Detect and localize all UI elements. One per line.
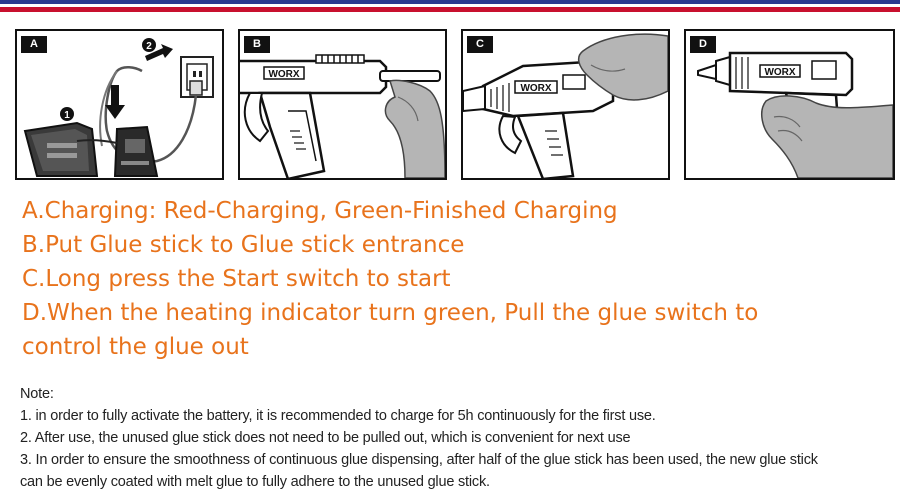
start-switch-illustration (463, 31, 668, 178)
top-color-stripe (0, 0, 900, 14)
notes-title: Note: (20, 386, 54, 402)
note-item-3: 3. In order to ensure the smoothness of continuous glue dispensing, after half of the glue stick has been used, the new glue stick can be evenly coated with melt glue to fully adhere to the unused glue stick. (20, 452, 818, 490)
instruction-panels (15, 29, 895, 184)
step-b-text: B.Put Glue stick to Glue stick entrance (22, 232, 465, 258)
notes-section (20, 383, 890, 493)
worx-logo-b: WORX (268, 69, 300, 80)
panel-badge-a: A (21, 36, 47, 53)
panel-c-start-switch (461, 29, 670, 180)
worx-logo-c: WORX (520, 83, 552, 94)
step-a-text: A.Charging: Red-Charging, Green-Finished Charging (22, 198, 618, 224)
step-number-1-text: 1 (64, 110, 70, 121)
glue-out-illustration (686, 31, 893, 178)
step-c-text: C.Long press the Start switch to start (22, 266, 451, 292)
panel-badge-b: B (244, 36, 270, 53)
step-d-text: D.When the heating indicator turn green, Pull the glue switch to control the glue out (22, 300, 759, 360)
insert-glue-stick-illustration (240, 31, 445, 178)
panel-badge-d: D (690, 36, 716, 53)
panel-badge-c: C (467, 36, 493, 53)
panel-d-glue-out (684, 29, 895, 180)
worx-logo-d: WORX (764, 67, 796, 78)
note-item-1: 1. in order to fully activate the battery, it is recommended to charge for 5h continuously for the first use. (20, 408, 656, 424)
charging-illustration (17, 31, 222, 178)
step-number-2-text: 2 (146, 41, 152, 52)
instruction-steps (22, 194, 882, 364)
panel-b-insert-glue-stick (238, 29, 447, 180)
panel-a-charging (15, 29, 224, 180)
note-item-2: 2. After use, the unused glue stick does not need to be pulled out, which is convenient for next use (20, 430, 631, 446)
